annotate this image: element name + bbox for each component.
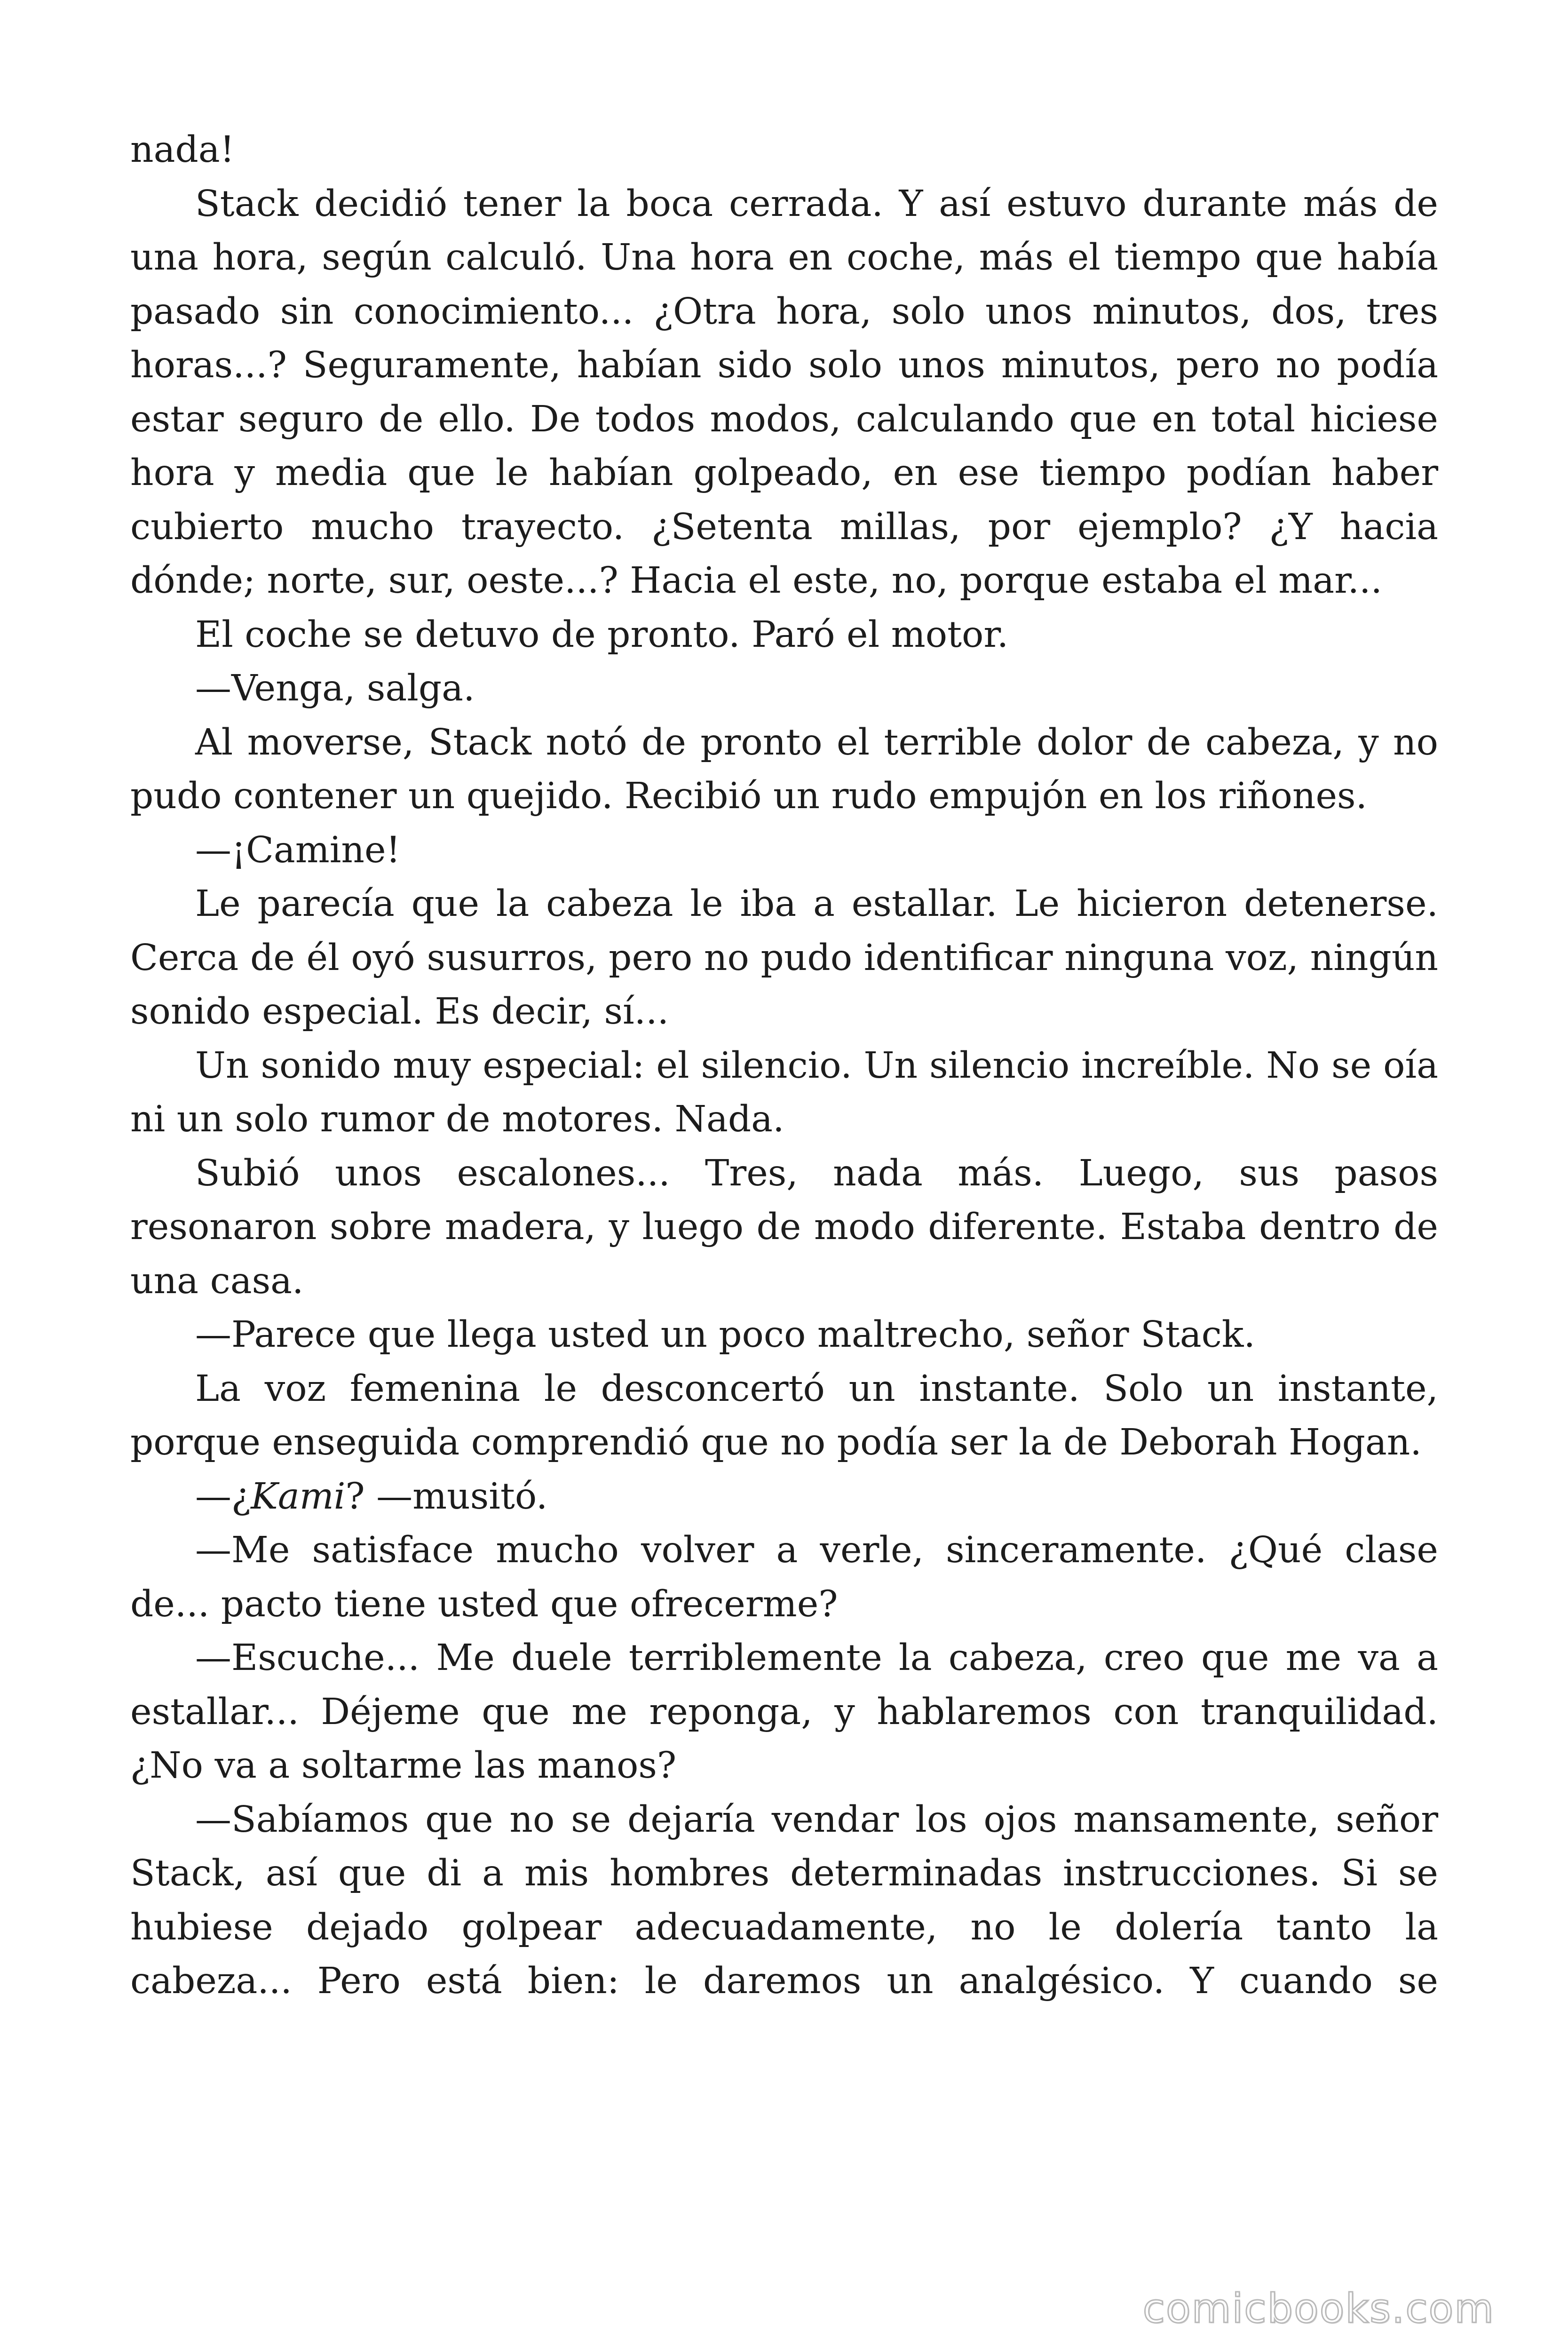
paragraph: Le parecía que la cabeza le iba a estallar. Le hicieron detenerse. Cerca de él oyó susurros, pero no pudo identificar ninguna voz, ningún sonido especial. Es decir, sí...: [130, 883, 1438, 1033]
watermark-logo: comicbooks.com: [1142, 2285, 1495, 2332]
dialogue-suffix: ? —musitó.: [345, 1475, 548, 1518]
page-body-text: [130, 123, 1438, 2009]
paragraph: El coche se detuvo de pronto. Paró el motor.: [195, 613, 1009, 656]
paragraph: La voz femenina le desconcertó un instante. Solo un instante, porque enseguida comprendió que no podía ser la de Deborah Hogan.: [130, 1367, 1438, 1463]
paragraph: Stack decidió tener la boca cerrada. Y así estuvo durante más de una hora, según calculó. Una hora en coche, más el tiempo que había pasado sin conocimiento... ¿Otra hora, solo unos minutos, dos, tres horas...? Seguramente, habían sido solo unos minutos, pero no podía estar seguro de ello. De todos modos, calculando que en total hiciese hora y media que le habían golpeado, en ese tiempo podían haber cubierto mucho trayecto. ¿Setenta millas, por ejemplo? ¿Y hacia dónde; norte, sur, oeste...? Hacia el este, no, porque estaba el mar...: [130, 183, 1438, 602]
paragraph: —Escuche... Me duele terriblemente la cabeza, creo que me va a estallar... Déjeme que me reponga, y hablaremos con tranquilidad. ¿No va a soltarme las manos?: [130, 1637, 1438, 1787]
paragraph: Al moverse, Stack notó de pronto el terrible dolor de cabeza, y no pudo contener un quejido. Recibió un rudo empujón en los riñones.: [130, 721, 1438, 817]
paragraph: —¡Camine!: [195, 829, 401, 871]
emphasized-name: Kami: [251, 1475, 346, 1518]
paragraph: nada!: [130, 129, 235, 171]
paragraph-continued: —Sabíamos que no se dejaría vendar los ojos mansamente, señor Stack, así que di a mis hombres determinadas instrucciones. Si se hubiese dejado golpear adecuadamente, no le dolería tanto la cabeza... Pero está bien: le daremos un analgésico. Y cuando se: [130, 1798, 1438, 2002]
paragraph: Subió unos escalones... Tres, nada más. Luego, sus pasos resonaron sobre madera, y luego de modo diferente. Estaba dentro de una casa.: [130, 1152, 1438, 1302]
paragraph-with-emphasis: [130, 1470, 1438, 1524]
paragraph: —Venga, salga.: [195, 667, 475, 709]
dialogue-prefix: —¿: [195, 1475, 251, 1518]
paragraph: Un sonido muy especial: el silencio. Un silencio increíble. No se oía ni un solo rumor de motores. Nada.: [130, 1044, 1438, 1140]
paragraph: —Me satisface mucho volver a verle, sinceramente. ¿Qué clase de... pacto tiene usted que ofrecerme?: [130, 1529, 1438, 1625]
paragraph: —Parece que llega usted un poco maltrecho, señor Stack.: [195, 1314, 1255, 1356]
